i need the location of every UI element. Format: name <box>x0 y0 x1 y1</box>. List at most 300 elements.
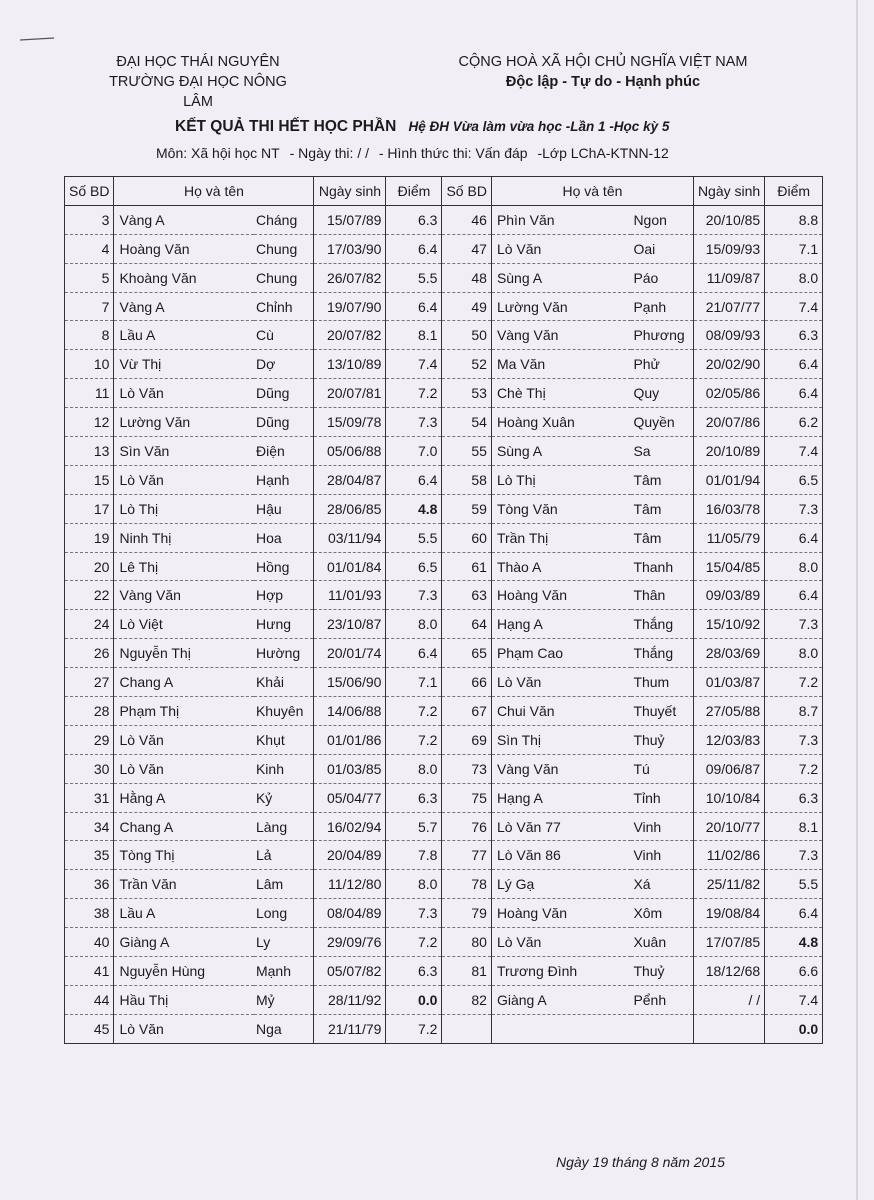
first-name-cell: Cù <box>254 321 314 350</box>
score-cell: 8.0 <box>765 552 823 581</box>
first-name-cell: Kỷ <box>254 783 314 812</box>
sbd-cell: 38 <box>65 899 114 928</box>
sbd-cell: 47 <box>442 234 491 263</box>
sbd-cell: 69 <box>442 725 491 754</box>
dob-cell: 15/07/89 <box>314 205 386 234</box>
score-cell: 8.1 <box>386 321 442 350</box>
sbd-cell <box>442 1014 491 1043</box>
last-name-cell: Chang A <box>114 812 254 841</box>
sbd-cell: 41 <box>65 957 114 986</box>
table-row <box>65 841 823 870</box>
score-cell: 6.4 <box>765 379 823 408</box>
last-name-cell: Nguyễn Thị <box>114 639 254 668</box>
last-name-cell: Sìn Thị <box>491 725 631 754</box>
first-name-cell: Ngon <box>631 205 693 234</box>
table-row <box>65 754 823 783</box>
dob-cell: 19/07/90 <box>314 292 386 321</box>
last-name-cell: Lò Văn <box>114 465 254 494</box>
sbd-cell: 5 <box>65 263 114 292</box>
score-cell: 7.2 <box>386 697 442 726</box>
score-cell: 6.6 <box>765 957 823 986</box>
last-name-cell: Lò Thị <box>114 494 254 523</box>
last-name-cell: Vàng Văn <box>114 581 254 610</box>
last-name-cell: Vàng Văn <box>491 321 631 350</box>
results-table <box>64 176 823 1044</box>
score-cell: 8.0 <box>386 610 442 639</box>
first-name-cell: Thân <box>631 581 693 610</box>
last-name-cell: Ma Văn <box>491 350 631 379</box>
last-name-cell: Lò Văn 86 <box>491 841 631 870</box>
sbd-cell: 11 <box>65 379 114 408</box>
score-cell: 6.4 <box>386 465 442 494</box>
dob-cell: 20/10/85 <box>693 205 764 234</box>
last-name-cell: Phìn Văn <box>491 205 631 234</box>
score-cell: 8.7 <box>765 697 823 726</box>
first-name-cell: Pểnh <box>631 985 693 1014</box>
table-row <box>65 668 823 697</box>
first-name-cell: Dũng <box>254 408 314 437</box>
dob-cell: 03/11/94 <box>314 523 386 552</box>
dob-cell: 09/03/89 <box>693 581 764 610</box>
dob-cell: 01/03/87 <box>693 668 764 697</box>
score-cell: 6.4 <box>386 639 442 668</box>
score-cell: 6.3 <box>386 783 442 812</box>
sbd-cell: 7 <box>65 292 114 321</box>
score-cell: 6.4 <box>386 234 442 263</box>
score-cell: 7.3 <box>765 610 823 639</box>
sbd-cell: 28 <box>65 697 114 726</box>
score-cell: 7.4 <box>765 985 823 1014</box>
dob-cell: 16/02/94 <box>314 812 386 841</box>
last-name-cell: Chui Văn <box>491 697 631 726</box>
sbd-cell: 65 <box>442 639 491 668</box>
table-row <box>65 408 823 437</box>
score-cell: 6.4 <box>765 350 823 379</box>
last-name-cell: Khoàng Văn <box>114 263 254 292</box>
sbd-cell: 59 <box>442 494 491 523</box>
last-name-cell: Lò Việt <box>114 610 254 639</box>
score-cell: 5.7 <box>386 812 442 841</box>
dob-cell: 28/11/92 <box>314 985 386 1014</box>
first-name-cell: Kinh <box>254 754 314 783</box>
first-name-cell: Long <box>254 899 314 928</box>
sbd-cell: 29 <box>65 725 114 754</box>
country-name: CỘNG HOÀ XÃ HỘI CHỦ NGHĨA VIỆT NAM <box>458 54 748 70</box>
sbd-cell: 44 <box>65 985 114 1014</box>
subject-label: Môn: Xã hội học NT <box>156 145 280 161</box>
score-cell: 7.3 <box>765 725 823 754</box>
sbd-cell: 53 <box>442 379 491 408</box>
table-row <box>65 321 823 350</box>
table-row <box>65 292 823 321</box>
col-name-left: Họ và tên <box>114 177 314 206</box>
first-name-cell: Lả <box>254 841 314 870</box>
first-name-cell: Tâm <box>631 465 693 494</box>
last-name-cell: Chè Thị <box>491 379 631 408</box>
dob-cell: 26/07/82 <box>314 263 386 292</box>
sbd-cell: 3 <box>65 205 114 234</box>
first-name-cell: Hoa <box>254 523 314 552</box>
last-name-cell: Vàng A <box>114 205 254 234</box>
page-edge <box>856 0 858 1200</box>
sbd-cell: 79 <box>442 899 491 928</box>
first-name-cell: Hồng <box>254 552 314 581</box>
first-name-cell: Vinh <box>631 841 693 870</box>
table-row <box>65 581 823 610</box>
last-name-cell: Sùng A <box>491 437 631 466</box>
pen-mark <box>18 34 58 44</box>
score-cell: 7.8 <box>386 841 442 870</box>
table-row <box>65 263 823 292</box>
dob-cell: 18/12/68 <box>693 957 764 986</box>
score-cell: 7.1 <box>765 234 823 263</box>
score-cell: 7.3 <box>386 581 442 610</box>
college-name: TRƯỜNG ĐẠI HỌC NÔNG LÂM <box>109 74 287 110</box>
score-cell: 8.0 <box>765 263 823 292</box>
table-row <box>65 783 823 812</box>
score-cell: 7.2 <box>386 379 442 408</box>
table-row <box>65 552 823 581</box>
last-name-cell: Trần Văn <box>114 870 254 899</box>
table-row <box>65 697 823 726</box>
national-motto: Độc lập - Tự do - Hạnh phúc <box>505 74 701 90</box>
title-sub: Hệ ĐH Vừa làm vừa học -Lần 1 -Học kỳ 5 <box>408 119 670 134</box>
document-title <box>175 118 775 136</box>
dob-cell: 21/07/77 <box>693 292 764 321</box>
dob-cell: 28/03/69 <box>693 639 764 668</box>
sbd-cell: 61 <box>442 552 491 581</box>
score-cell: 7.4 <box>765 292 823 321</box>
sbd-cell: 36 <box>65 870 114 899</box>
dob-cell: 11/12/80 <box>314 870 386 899</box>
sbd-cell: 66 <box>442 668 491 697</box>
dob-cell: 17/07/85 <box>693 928 764 957</box>
last-name-cell: Hạng A <box>491 610 631 639</box>
first-name-cell: Phương <box>631 321 693 350</box>
dob-cell: 11/01/93 <box>314 581 386 610</box>
sbd-cell: 30 <box>65 754 114 783</box>
sbd-cell: 20 <box>65 552 114 581</box>
dob-cell: 14/06/88 <box>314 697 386 726</box>
score-cell: 6.4 <box>765 899 823 928</box>
first-name-cell: Quy <box>631 379 693 408</box>
university-name: ĐẠI HỌC THÁI NGUYÊN <box>116 54 280 70</box>
sbd-cell: 35 <box>65 841 114 870</box>
score-cell: 6.4 <box>386 292 442 321</box>
table-row <box>65 379 823 408</box>
score-cell: 8.0 <box>386 870 442 899</box>
last-name-cell: Lê Thị <box>114 552 254 581</box>
dob-cell: 20/10/77 <box>693 812 764 841</box>
score-cell: 7.3 <box>765 494 823 523</box>
first-name-cell: Páo <box>631 263 693 292</box>
first-name-cell: Hậu <box>254 494 314 523</box>
table-row <box>65 494 823 523</box>
first-name-cell: Tú <box>631 754 693 783</box>
last-name-cell: Vàng A <box>114 292 254 321</box>
dob-cell: 23/10/87 <box>314 610 386 639</box>
dob-cell: 01/01/86 <box>314 725 386 754</box>
sbd-cell: 49 <box>442 292 491 321</box>
sbd-cell: 76 <box>442 812 491 841</box>
table-row <box>65 639 823 668</box>
score-cell: 8.8 <box>765 205 823 234</box>
last-name-cell: Lò Văn <box>114 379 254 408</box>
sbd-cell: 52 <box>442 350 491 379</box>
dob-cell: 16/03/78 <box>693 494 764 523</box>
dob-cell: 08/09/93 <box>693 321 764 350</box>
dob-cell: 20/01/74 <box>314 639 386 668</box>
score-cell: 7.2 <box>386 725 442 754</box>
sbd-cell: 78 <box>442 870 491 899</box>
score-cell: 6.4 <box>765 581 823 610</box>
sbd-cell: 46 <box>442 205 491 234</box>
score-cell: 6.3 <box>386 957 442 986</box>
first-name-cell <box>631 1014 693 1043</box>
sbd-cell: 63 <box>442 581 491 610</box>
first-name-cell: Tâm <box>631 494 693 523</box>
dob-cell: 17/03/90 <box>314 234 386 263</box>
first-name-cell: Chỉnh <box>254 292 314 321</box>
first-name-cell: Hạnh <box>254 465 314 494</box>
first-name-cell: Mỷ <box>254 985 314 1014</box>
table-row <box>65 465 823 494</box>
sbd-cell: 8 <box>65 321 114 350</box>
dob-cell: 29/09/76 <box>314 928 386 957</box>
last-name-cell: Tòng Văn <box>491 494 631 523</box>
dob-cell: 25/11/82 <box>693 870 764 899</box>
sbd-cell: 17 <box>65 494 114 523</box>
dob-cell: 01/01/94 <box>693 465 764 494</box>
exam-form-label: - Hình thức thi: Vấn đáp <box>378 145 528 161</box>
dob-cell: 20/10/89 <box>693 437 764 466</box>
last-name-cell: Giàng A <box>114 928 254 957</box>
sbd-cell: 27 <box>65 668 114 697</box>
score-cell: 8.0 <box>765 639 823 668</box>
sbd-cell: 19 <box>65 523 114 552</box>
sbd-cell: 67 <box>442 697 491 726</box>
last-name-cell: Vừ Thị <box>114 350 254 379</box>
table-row <box>65 205 823 234</box>
last-name-cell: Lò Văn <box>491 928 631 957</box>
last-name-cell: Lầu A <box>114 899 254 928</box>
dob-cell: 20/04/89 <box>314 841 386 870</box>
sbd-cell: 40 <box>65 928 114 957</box>
last-name-cell: Lường Văn <box>114 408 254 437</box>
first-name-cell: Dũng <box>254 379 314 408</box>
first-name-cell: Hợp <box>254 581 314 610</box>
score-cell: 6.4 <box>765 523 823 552</box>
first-name-cell: Lâm <box>254 870 314 899</box>
table-row <box>65 899 823 928</box>
dob-cell: 05/07/82 <box>314 957 386 986</box>
dob-cell: 20/07/82 <box>314 321 386 350</box>
score-cell: 7.3 <box>765 841 823 870</box>
table-row <box>65 725 823 754</box>
score-cell: 7.2 <box>386 1014 442 1043</box>
last-name-cell: Trương Đình <box>491 957 631 986</box>
sbd-cell: 82 <box>442 985 491 1014</box>
score-cell: 7.3 <box>386 899 442 928</box>
last-name-cell: Lò Văn <box>114 1014 254 1043</box>
table-row <box>65 957 823 986</box>
first-name-cell: Thanh <box>631 552 693 581</box>
last-name-cell: Hằng A <box>114 783 254 812</box>
sbd-cell: 22 <box>65 581 114 610</box>
col-score-right: Điểm <box>765 177 823 206</box>
first-name-cell: Chung <box>254 263 314 292</box>
last-name-cell: Phạm Thị <box>114 697 254 726</box>
dob-cell: 01/03/85 <box>314 754 386 783</box>
score-cell: 6.5 <box>765 465 823 494</box>
last-name-cell: Lường Văn <box>491 292 631 321</box>
score-cell: 7.2 <box>765 754 823 783</box>
first-name-cell: Mạnh <box>254 957 314 986</box>
dob-cell <box>693 1014 764 1043</box>
last-name-cell: Hoàng Văn <box>114 234 254 263</box>
score-cell: 4.8 <box>386 494 442 523</box>
first-name-cell: Cháng <box>254 205 314 234</box>
dob-cell: 11/09/87 <box>693 263 764 292</box>
sbd-cell: 24 <box>65 610 114 639</box>
score-cell: 4.8 <box>765 928 823 957</box>
last-name-cell: Hoàng Xuân <box>491 408 631 437</box>
dob-cell: 13/10/89 <box>314 350 386 379</box>
dob-cell: 21/11/79 <box>314 1014 386 1043</box>
score-cell: 5.5 <box>386 523 442 552</box>
sbd-cell: 12 <box>65 408 114 437</box>
score-cell: 6.5 <box>386 552 442 581</box>
first-name-cell: Oai <box>631 234 693 263</box>
last-name-cell: Phạm Cao <box>491 639 631 668</box>
sbd-cell: 10 <box>65 350 114 379</box>
last-name-cell: Hầu Thị <box>114 985 254 1014</box>
dob-cell: 15/10/92 <box>693 610 764 639</box>
score-cell: 0.0 <box>765 1014 823 1043</box>
national-header <box>448 52 758 92</box>
first-name-cell: Pạnh <box>631 292 693 321</box>
first-name-cell: Khuyên <box>254 697 314 726</box>
score-cell: 8.1 <box>765 812 823 841</box>
sbd-cell: 80 <box>442 928 491 957</box>
table-row <box>65 870 823 899</box>
last-name-cell: Trần Thị <box>491 523 631 552</box>
dob-cell: 27/05/88 <box>693 697 764 726</box>
exam-date-label: - Ngày thi: / / <box>289 145 369 161</box>
score-cell: 8.0 <box>386 754 442 783</box>
sbd-cell: 45 <box>65 1014 114 1043</box>
table-row <box>65 610 823 639</box>
first-name-cell: Tỉnh <box>631 783 693 812</box>
score-cell: 7.2 <box>386 928 442 957</box>
col-name-right: Họ và tên <box>491 177 693 206</box>
signing-date: Ngày 19 tháng 8 năm 2015 <box>556 1154 725 1170</box>
dob-cell: 15/06/90 <box>314 668 386 697</box>
title-main: KẾT QUẢ THI HẾT HỌC PHẦN <box>175 118 397 135</box>
first-name-cell: Thuỷ <box>631 725 693 754</box>
table-row <box>65 985 823 1014</box>
first-name-cell: Làng <box>254 812 314 841</box>
score-cell: 7.2 <box>765 668 823 697</box>
first-name-cell: Tâm <box>631 523 693 552</box>
first-name-cell: Phử <box>631 350 693 379</box>
dob-cell: 15/04/85 <box>693 552 764 581</box>
score-cell: 6.3 <box>765 783 823 812</box>
dob-cell: 09/06/87 <box>693 754 764 783</box>
col-sbd-right: Số BD <box>442 177 491 206</box>
sbd-cell: 26 <box>65 639 114 668</box>
table-row <box>65 523 823 552</box>
sbd-cell: 60 <box>442 523 491 552</box>
sbd-cell: 81 <box>442 957 491 986</box>
first-name-cell: Ly <box>254 928 314 957</box>
first-name-cell: Thắng <box>631 639 693 668</box>
dob-cell: 19/08/84 <box>693 899 764 928</box>
first-name-cell: Khụt <box>254 725 314 754</box>
dob-cell: 05/04/77 <box>314 783 386 812</box>
exam-info <box>156 145 776 161</box>
score-cell: 6.3 <box>765 321 823 350</box>
institution-header <box>98 52 298 112</box>
sbd-cell: 64 <box>442 610 491 639</box>
last-name-cell: Hoàng Văn <box>491 899 631 928</box>
last-name-cell <box>491 1014 631 1043</box>
col-sbd-left: Số BD <box>65 177 114 206</box>
table-row <box>65 350 823 379</box>
last-name-cell: Ninh Thị <box>114 523 254 552</box>
col-score-left: Điểm <box>386 177 442 206</box>
sbd-cell: 77 <box>442 841 491 870</box>
dob-cell: 20/07/81 <box>314 379 386 408</box>
last-name-cell: Lý Gạ <box>491 870 631 899</box>
sbd-cell: 13 <box>65 437 114 466</box>
score-cell: 7.3 <box>386 408 442 437</box>
sbd-cell: 58 <box>442 465 491 494</box>
col-dob-right: Ngày sinh <box>693 177 764 206</box>
table-header-row <box>65 177 823 206</box>
score-cell: 0.0 <box>386 985 442 1014</box>
score-cell: 7.4 <box>386 350 442 379</box>
sbd-cell: 55 <box>442 437 491 466</box>
last-name-cell: Vàng Văn <box>491 754 631 783</box>
score-cell: 6.2 <box>765 408 823 437</box>
class-label: -Lớp LChA-KTNN-12 <box>537 145 669 161</box>
sbd-cell: 4 <box>65 234 114 263</box>
dob-cell: 11/05/79 <box>693 523 764 552</box>
dob-cell: 28/04/87 <box>314 465 386 494</box>
dob-cell: 15/09/93 <box>693 234 764 263</box>
last-name-cell: Nguyễn Hùng <box>114 957 254 986</box>
first-name-cell: Hường <box>254 639 314 668</box>
sbd-cell: 31 <box>65 783 114 812</box>
sbd-cell: 34 <box>65 812 114 841</box>
dob-cell: 20/02/90 <box>693 350 764 379</box>
score-cell: 6.3 <box>386 205 442 234</box>
last-name-cell: Thào A <box>491 552 631 581</box>
first-name-cell: Xuân <box>631 928 693 957</box>
dob-cell: 15/09/78 <box>314 408 386 437</box>
score-cell: 7.1 <box>386 668 442 697</box>
sbd-cell: 48 <box>442 263 491 292</box>
first-name-cell: Thuyết <box>631 697 693 726</box>
last-name-cell: Hạng A <box>491 783 631 812</box>
dob-cell: 10/10/84 <box>693 783 764 812</box>
last-name-cell: Lò Văn 77 <box>491 812 631 841</box>
dob-cell: 11/02/86 <box>693 841 764 870</box>
first-name-cell: Thuỷ <box>631 957 693 986</box>
last-name-cell: Lò Văn <box>491 668 631 697</box>
last-name-cell: Sìn Văn <box>114 437 254 466</box>
